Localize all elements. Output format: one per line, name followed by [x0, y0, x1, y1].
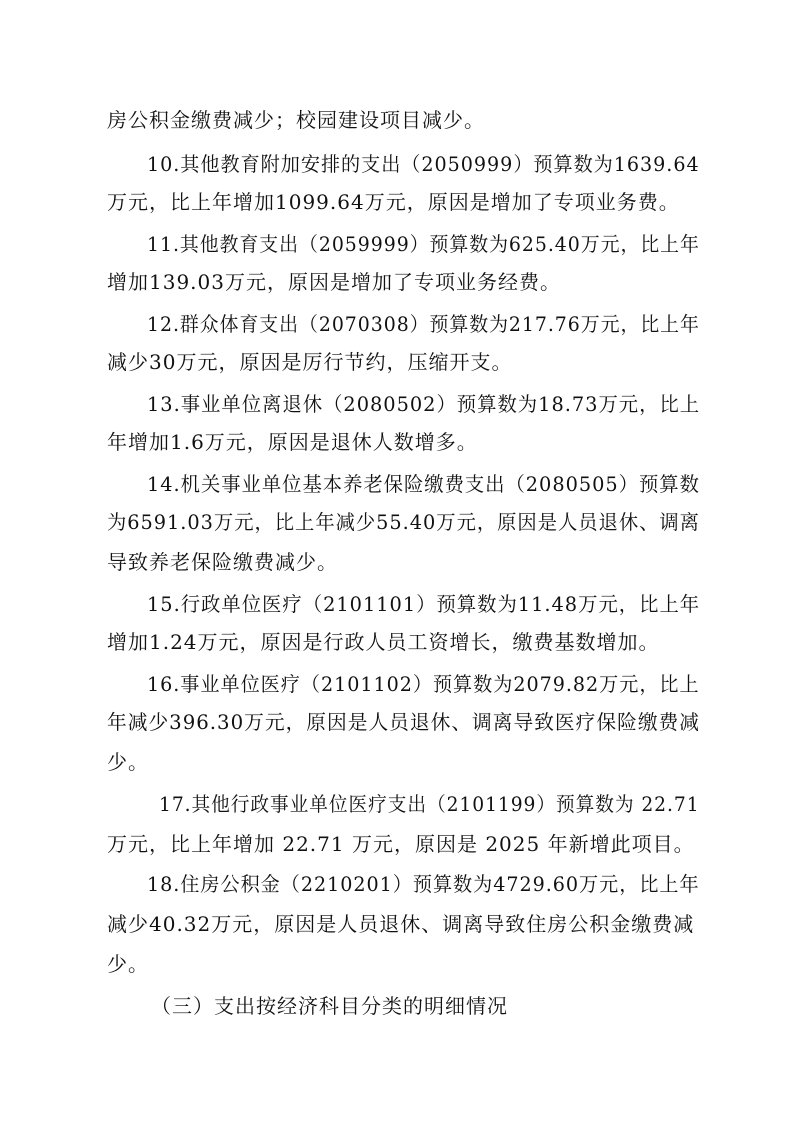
- text-line: 房公积金缴费减少；校园建设项目减少。: [107, 108, 485, 132]
- text-line: 15.行政单位医疗（2101101）预算数为11.48万元，比上年: [147, 592, 701, 616]
- text-line: 年增加1.6万元，原因是退休人数增多。: [107, 430, 478, 454]
- text-line: 年减少396.30万元，原因是人员退休、调离导致医疗保险缴费减: [107, 710, 700, 734]
- section-heading: （三）支出按经济科目分类的明细情况: [151, 994, 508, 1018]
- text-line: 导致养老保险缴费减少。: [107, 550, 338, 574]
- text-line: 减少40.32万元，原因是人员退休、调离导致住房公积金缴费减: [107, 912, 695, 936]
- text-line: 万元，比上年增加 22.71 万元，原因是 2025 年新增此项目。: [107, 832, 695, 856]
- text-line: 10.其他教育附加安排的支出（2050999）预算数为1639.64: [147, 152, 700, 176]
- text-line: 为6591.03万元，比上年减少55.40万元，原因是人员退休、调离: [107, 510, 700, 534]
- text-line: 减少30万元，原因是厉行节约，压缩开支。: [107, 350, 513, 374]
- text-line: 18.住房公积金（2210201）预算数为4729.60万元，比上年: [147, 872, 700, 896]
- text-line: 少。: [107, 952, 149, 976]
- text-line: 增加1.24万元，原因是行政人员工资增长，缴费基数增加。: [107, 630, 660, 654]
- text-line: 17.其他行政事业单位医疗支出（2101199）预算数为 22.71: [159, 792, 700, 816]
- text-line: 14.机关事业单位基本养老保险缴费支出（2080505）预算数: [147, 472, 700, 496]
- text-line: 16.事业单位医疗（2101102）预算数为2079.82万元，比上: [147, 672, 700, 696]
- text-line: 12.群众体育支出（2070308）预算数为217.76万元，比上年: [147, 312, 700, 336]
- text-line: 11.其他教育支出（2059999）预算数为625.40万元，比上年: [147, 232, 700, 256]
- text-line: 万元，比上年增加1099.64万元，原因是增加了专项业务费。: [107, 190, 680, 214]
- text-line: 少。: [107, 750, 149, 774]
- text-line: 增加139.03万元，原因是增加了专项业务经费。: [107, 270, 561, 294]
- text-line: 13.事业单位离退休（2080502）预算数为18.73万元，比上: [147, 392, 701, 416]
